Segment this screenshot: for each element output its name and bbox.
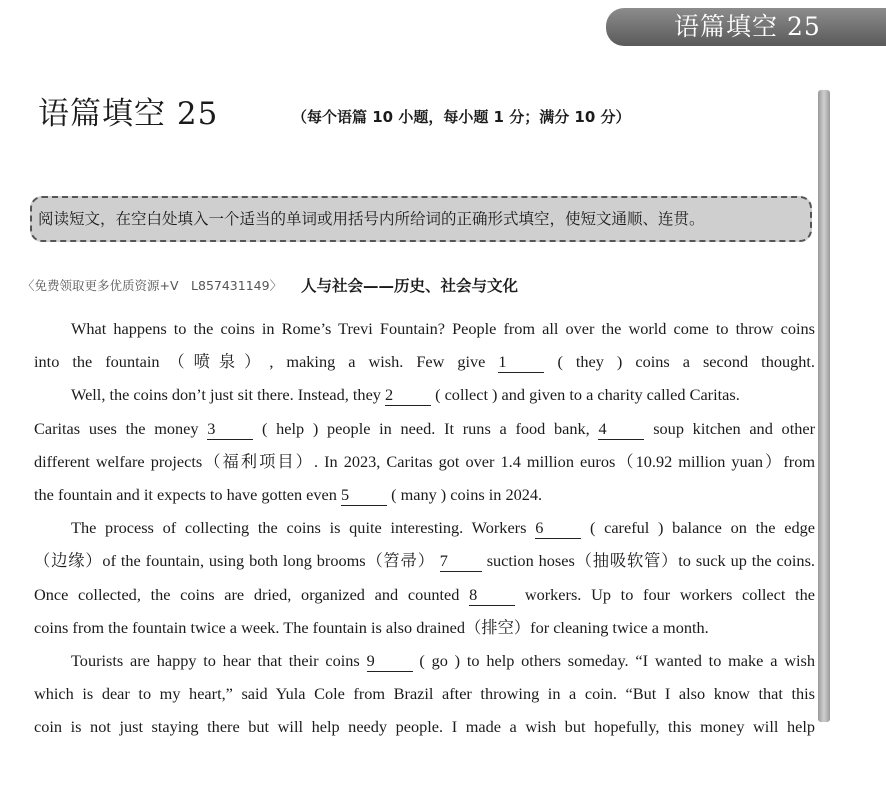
passage-line: coins from the fountain twice a week. The fountain is also drained（排空）for cleaning twice a month. [34, 617, 709, 637]
passage-line-cut: coin is not just staying there but will help needy people. I made a wish but hopefully, this money will help [34, 717, 815, 737]
passage-line: （边缘）of the fountain, using both long brooms（笤帚） 7 suction hoses（抽吸软管）to suck up the coins. [34, 551, 815, 571]
blank-3[interactable]: 3 [207, 419, 253, 440]
scoring-note: （每个语篇 10 小题，每小题 1 分；满分 10 分） [292, 108, 631, 126]
passage [34, 312, 816, 737]
blank-7[interactable]: 7 [440, 551, 482, 572]
passage-line: into the fountain（喷泉）, making a wish. Few give 1 ( they ) coins a second thought. [34, 352, 815, 372]
blank-2[interactable]: 2 [385, 385, 431, 406]
topic-heading: 人与社会——历史、社会与文化 [301, 277, 519, 295]
passage-line: Well, the coins don’t just sit there. Instead, they 2 ( collect ) and given to a charity called Caritas. [71, 385, 740, 405]
source-note: 〈免费领取更多优质资源+V L857431149〉 [22, 278, 283, 293]
page-title: 语篇填空 25 [38, 96, 219, 132]
passage-line: different welfare projects（福利项目）. In 2023, Caritas got over 1.4 million euros（10.92 million yuan）from [34, 451, 815, 471]
passage-line: Caritas uses the money 3 ( help ) people in need. It runs a food bank, 4 soup kitchen and other [34, 418, 816, 438]
blank-4[interactable]: 4 [598, 419, 644, 440]
blank-8[interactable]: 8 [469, 585, 515, 606]
blank-9[interactable]: 9 [367, 651, 413, 672]
blank-6[interactable]: 6 [535, 518, 581, 539]
blank-1[interactable]: 1 [498, 352, 544, 373]
passage-line: Tourists are happy to hear that their coins 9 ( go ) to help others someday. “I wanted to make a wish [71, 650, 815, 670]
passage-line: The process of collecting the coins is quite interesting. Workers 6 ( careful ) balance on the edge [71, 518, 815, 538]
passage-line: What happens to the coins in Rome’s Trevi Fountain? People from all over the world come to throw coins [71, 319, 815, 338]
passage-line: the fountain and it expects to have gotten even 5 ( many ) coins in 2024. [34, 484, 543, 504]
passage-line: which is dear to my heart,” said Yula Cole from Brazil after throwing in a coin. “But I also know that this [34, 684, 815, 704]
scrollbar[interactable] [818, 90, 830, 722]
instruction-box: 阅读短文，在空白处填入一个适当的单词或用括号内所给词的正确形式填空，使短文通顺、连贯。 [30, 196, 812, 242]
passage-line: Once collected, the coins are dried, organized and counted 8 workers. Up to four workers collect the [34, 584, 815, 604]
blank-5[interactable]: 5 [341, 485, 387, 506]
section-tab: 语篇填空 25 [606, 8, 886, 46]
